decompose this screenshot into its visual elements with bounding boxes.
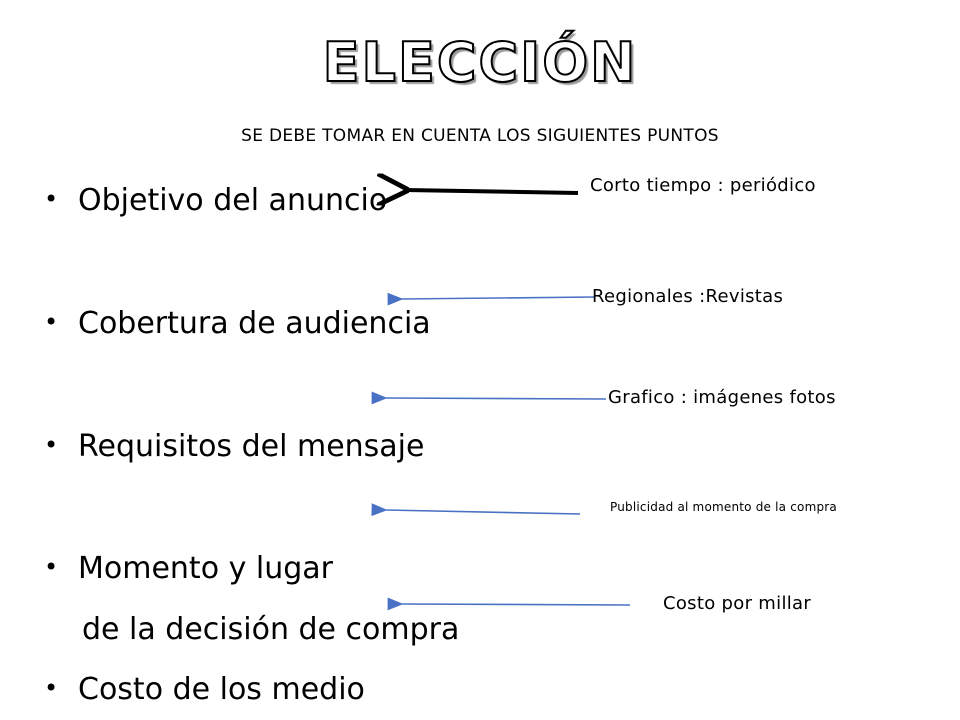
note-corto-tiempo: Corto tiempo : periódico: [590, 175, 816, 196]
bullet-text: Objetivo del anuncio: [78, 183, 388, 218]
bullet-text: Costo de los medio: [78, 672, 365, 707]
bullet-text: Requisitos del mensaje: [78, 429, 425, 464]
bullet-text: Cobertura de audiencia: [78, 306, 431, 341]
bullet-text: Momento y lugar: [78, 551, 333, 586]
bullet-icon: •: [44, 674, 59, 702]
note-publicidad: Publicidad al momento de la compra: [610, 500, 837, 514]
arrow-objetivo: [405, 190, 578, 193]
slide-subtitle: SE DEBE TOMAR EN CUENTA LOS SIGUIENTES PUNTOS: [241, 126, 719, 146]
arrow-costo: [402, 604, 630, 605]
bullet-icon: •: [44, 431, 59, 459]
bullet-icon: •: [44, 553, 59, 581]
note-costo-millar: Costo por millar: [663, 593, 812, 614]
bullet-continuation: de la decisión de compra: [82, 612, 460, 647]
note-grafico: Grafico : imágenes fotos: [608, 387, 836, 408]
slide-title: ELECCIÓN: [322, 31, 638, 94]
arrow-momento: [386, 510, 580, 514]
arrow-requisitos: [386, 398, 606, 399]
note-regionales: Regionales :Revistas: [592, 286, 784, 307]
arrow-cobertura: [402, 297, 594, 299]
bullet-icon: •: [44, 308, 59, 336]
bullet-icon: •: [44, 185, 59, 213]
